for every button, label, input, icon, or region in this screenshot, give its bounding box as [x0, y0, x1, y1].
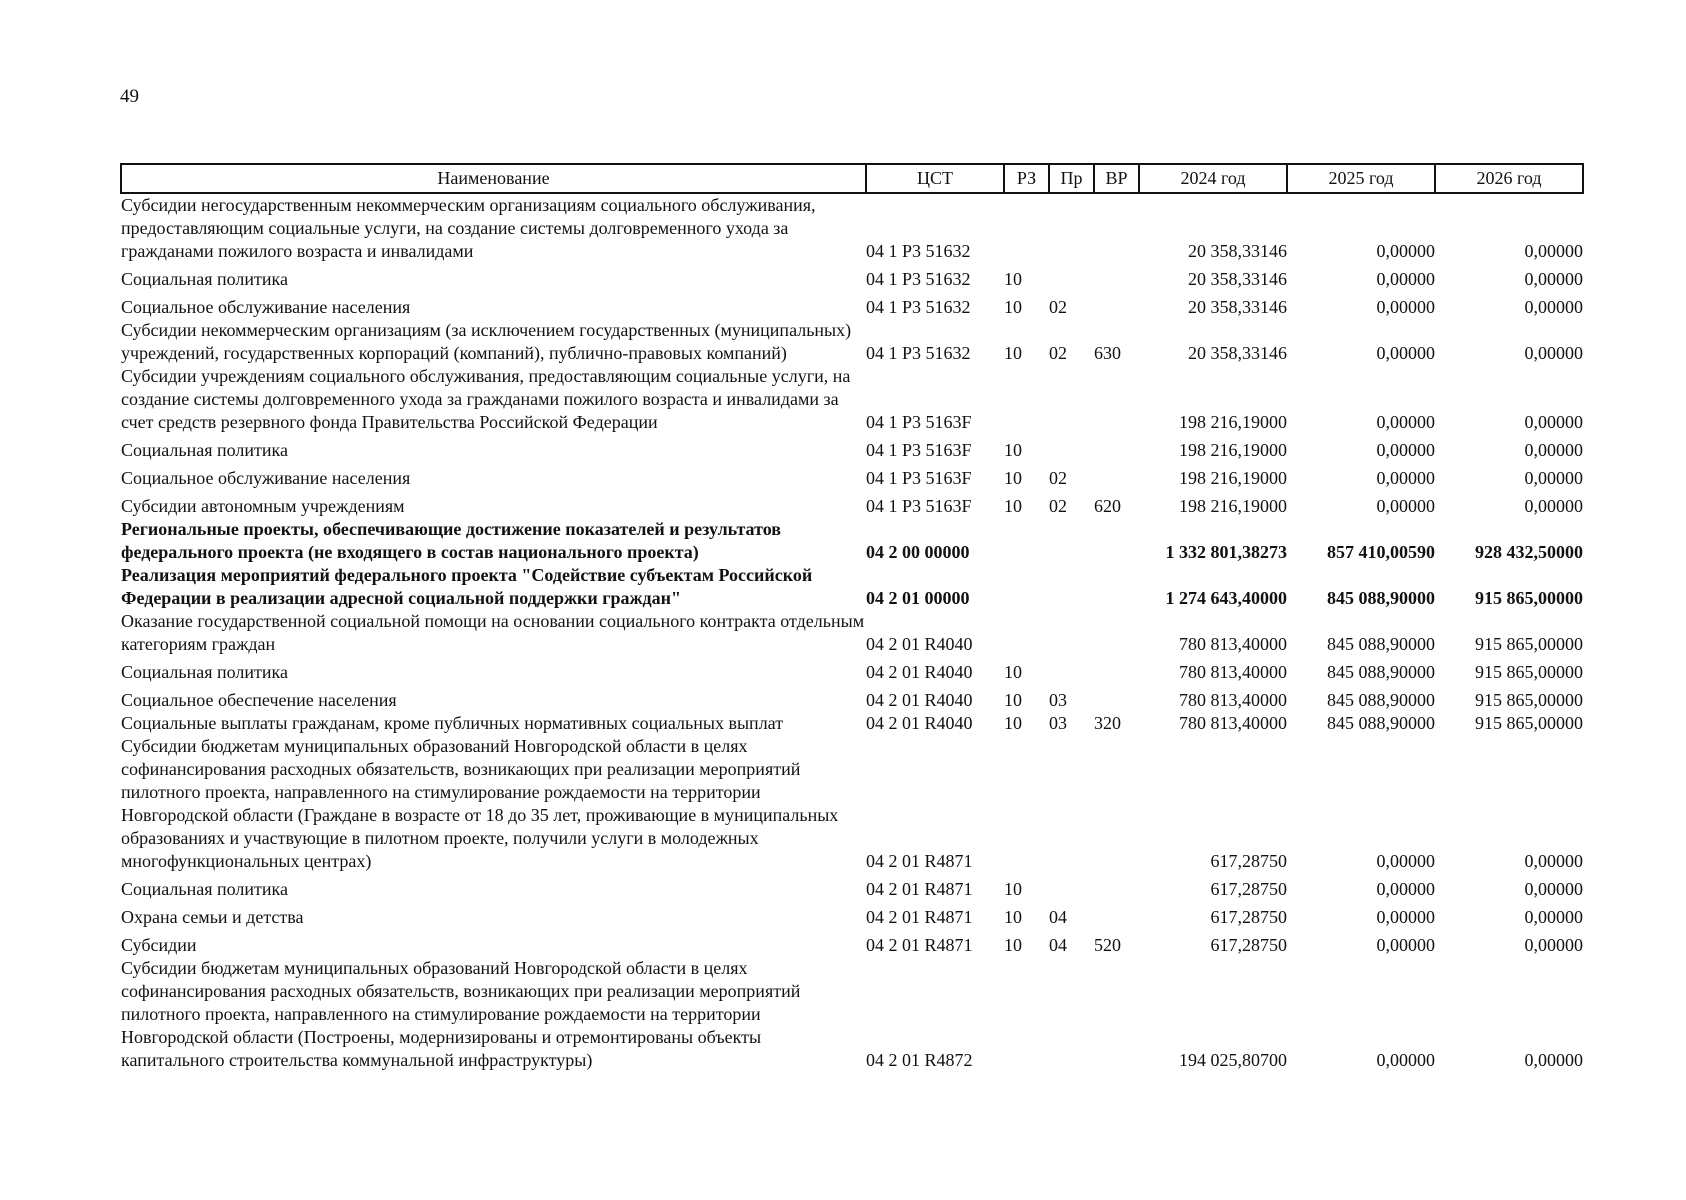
row-name: Социальная политика [121, 440, 288, 460]
row-2026: 0,00000 [1524, 468, 1583, 488]
table-row [121, 365, 1583, 434]
row-name: Социальная политика [121, 269, 288, 289]
table-row [121, 656, 1583, 684]
row-2025: 0,00000 [1376, 468, 1435, 488]
row-2026: 0,00000 [1524, 1050, 1583, 1070]
row-pr: 02 [1049, 496, 1067, 516]
row-code: 04 1 Р3 51632 [866, 343, 971, 363]
row-name: Оказание государственной социальной помощи на основании социального контракта отдельным категориям граждан [121, 611, 865, 654]
row-rz: 10 [1004, 907, 1022, 927]
row-2025: 0,00000 [1376, 412, 1435, 432]
row-rz: 10 [1004, 269, 1022, 289]
row-code: 04 2 01 R4871 [866, 851, 973, 871]
row-2026: 915 865,00000 [1475, 588, 1583, 608]
row-pr: 03 [1049, 690, 1067, 710]
row-2024: 198 216,19000 [1179, 412, 1287, 432]
row-code: 04 1 Р3 5163F [866, 496, 972, 516]
row-code: 04 2 01 R4040 [866, 713, 973, 733]
row-2024: 20 358,33146 [1188, 269, 1287, 289]
row-name: Субсидии бюджетам муниципальных образований Новгородской области в целях софинансирования расходных обязательств, возникающих при реализации мероприятий пилотного проекта, направленного на стимулирование рождаемости на территории Новгородской области (Граждане в возрасте от 18 до 35 лет, проживающие в муниципальных образованиях и участвующие в пилотном проекте, получили услуги в молодежных многофункциональных центрах) [121, 736, 839, 871]
row-pr [1049, 873, 1094, 901]
row-2024: 780 813,40000 [1179, 713, 1287, 733]
row-vr [1094, 518, 1139, 564]
row-code: 04 2 01 00000 [866, 588, 970, 608]
row-code: 04 1 Р3 51632 [866, 269, 971, 289]
table-row [121, 490, 1583, 518]
table-row [121, 610, 1583, 656]
row-pr [1049, 656, 1094, 684]
row-pr [1049, 263, 1094, 291]
row-name: Социальная политика [121, 879, 288, 899]
row-2024: 617,28750 [1210, 935, 1287, 955]
row-rz [1004, 610, 1049, 656]
row-2026: 0,00000 [1524, 412, 1583, 432]
row-2024: 20 358,33146 [1188, 241, 1287, 261]
row-vr [1094, 873, 1139, 901]
row-name: Социальная политика [121, 662, 288, 682]
row-code: 04 2 01 R4040 [866, 634, 973, 654]
row-2024: 194 025,80700 [1179, 1050, 1287, 1070]
row-2024: 20 358,33146 [1188, 343, 1287, 363]
row-2025: 0,00000 [1376, 879, 1435, 899]
row-vr [1094, 434, 1139, 462]
header-2026: 2026 год [1435, 164, 1583, 193]
row-2026: 915 865,00000 [1475, 662, 1583, 682]
row-2025: 0,00000 [1376, 1050, 1435, 1070]
row-2025: 845 088,90000 [1327, 634, 1435, 654]
row-code: 04 1 Р3 5163F [866, 412, 972, 432]
row-rz [1004, 564, 1049, 610]
row-vr [1094, 564, 1139, 610]
row-pr [1049, 564, 1094, 610]
row-vr: 620 [1094, 496, 1121, 516]
row-name: Социальное обслуживание населения [121, 297, 411, 317]
row-vr [1094, 901, 1139, 929]
table-row [121, 873, 1583, 901]
header-2024: 2024 год [1139, 164, 1287, 193]
row-vr [1094, 957, 1139, 1072]
row-2025: 0,00000 [1376, 935, 1435, 955]
row-2025: 857 410,00590 [1327, 542, 1435, 562]
row-2026: 928 432,50000 [1475, 542, 1583, 562]
table-row [121, 291, 1583, 319]
row-code: 04 1 Р3 51632 [866, 297, 971, 317]
header-pr: Пр [1049, 164, 1094, 193]
table-row [121, 263, 1583, 291]
row-vr [1094, 684, 1139, 712]
row-2026: 0,00000 [1524, 269, 1583, 289]
row-vr: 630 [1094, 343, 1121, 363]
row-name: Реализация мероприятий федерального проекта "Содействие субъектам Российской Федерации в реализации адресной социальной поддержки граждан" [121, 565, 813, 608]
row-code: 04 2 00 00000 [866, 542, 970, 562]
row-vr: 520 [1094, 935, 1121, 955]
header-rz: РЗ [1004, 164, 1049, 193]
row-2026: 0,00000 [1524, 343, 1583, 363]
row-rz: 10 [1004, 496, 1022, 516]
row-name: Охрана семьи и детства [121, 907, 304, 927]
table-row [121, 564, 1583, 610]
row-2024: 780 813,40000 [1179, 690, 1287, 710]
row-2024: 1 274 643,40000 [1165, 588, 1287, 608]
row-vr [1094, 656, 1139, 684]
table-row [121, 518, 1583, 564]
row-2026: 0,00000 [1524, 496, 1583, 516]
header-vr: ВР [1094, 164, 1139, 193]
row-2024: 198 216,19000 [1179, 496, 1287, 516]
row-vr [1094, 610, 1139, 656]
row-rz [1004, 518, 1049, 564]
row-2026: 915 865,00000 [1475, 634, 1583, 654]
row-pr: 04 [1049, 935, 1067, 955]
row-code: 04 2 01 R4871 [866, 879, 973, 899]
row-2026: 0,00000 [1524, 851, 1583, 871]
row-vr [1094, 735, 1139, 873]
page-number: 49 [120, 86, 139, 107]
row-vr [1094, 462, 1139, 490]
table-row [121, 319, 1583, 365]
row-pr: 03 [1049, 713, 1067, 733]
row-name: Социальное обслуживание населения [121, 468, 411, 488]
row-vr [1094, 193, 1139, 263]
row-2025: 845 088,90000 [1327, 713, 1435, 733]
row-2026: 0,00000 [1524, 907, 1583, 927]
table-row [121, 901, 1583, 929]
row-2026: 0,00000 [1524, 440, 1583, 460]
row-rz: 10 [1004, 713, 1022, 733]
row-2024: 617,28750 [1210, 907, 1287, 927]
table-header-row [121, 164, 1583, 193]
row-name: Социальное обеспечение населения [121, 690, 397, 710]
row-code: 04 2 01 R4872 [866, 1050, 973, 1070]
row-rz [1004, 735, 1049, 873]
row-2024: 780 813,40000 [1179, 662, 1287, 682]
header-code: ЦСТ [866, 164, 1004, 193]
row-rz [1004, 193, 1049, 263]
row-2026: 0,00000 [1524, 241, 1583, 261]
row-code: 04 1 Р3 5163F [866, 440, 972, 460]
row-name: Социальные выплаты гражданам, кроме публичных нормативных социальных выплат [121, 713, 784, 733]
row-pr [1049, 434, 1094, 462]
row-2026: 915 865,00000 [1475, 713, 1583, 733]
row-pr [1049, 610, 1094, 656]
table-row [121, 735, 1583, 873]
table-row [121, 929, 1583, 957]
row-code: 04 2 01 R4040 [866, 690, 973, 710]
table-row [121, 957, 1583, 1072]
row-2025: 845 088,90000 [1327, 588, 1435, 608]
row-2025: 845 088,90000 [1327, 662, 1435, 682]
row-2026: 0,00000 [1524, 297, 1583, 317]
row-code: 04 1 Р3 5163F [866, 468, 972, 488]
table-body [121, 193, 1583, 1072]
row-2025: 0,00000 [1376, 907, 1435, 927]
row-2025: 0,00000 [1376, 343, 1435, 363]
row-vr [1094, 365, 1139, 434]
row-pr [1049, 735, 1094, 873]
row-2024: 20 358,33146 [1188, 297, 1287, 317]
row-2025: 845 088,90000 [1327, 690, 1435, 710]
row-pr [1049, 957, 1094, 1072]
row-name: Субсидии [121, 935, 197, 955]
row-2025: 0,00000 [1376, 297, 1435, 317]
row-2026: 915 865,00000 [1475, 690, 1583, 710]
row-2026: 0,00000 [1524, 935, 1583, 955]
row-pr [1049, 365, 1094, 434]
row-code: 04 2 01 R4871 [866, 935, 973, 955]
table-row [121, 193, 1583, 263]
row-code: 04 1 Р3 51632 [866, 241, 971, 261]
row-2026: 0,00000 [1524, 879, 1583, 899]
row-code: 04 2 01 R4871 [866, 907, 973, 927]
row-rz [1004, 365, 1049, 434]
row-2024: 617,28750 [1210, 879, 1287, 899]
row-2024: 1 332 801,38273 [1165, 542, 1287, 562]
table-row [121, 434, 1583, 462]
row-pr: 02 [1049, 468, 1067, 488]
row-name: Субсидии автономным учреждениям [121, 496, 405, 516]
row-2025: 0,00000 [1376, 440, 1435, 460]
row-rz: 10 [1004, 879, 1022, 899]
row-name: Региональные проекты, обеспечивающие достижение показателей и результатов федерального проекта (не входящего в состав национального проекта) [121, 519, 781, 562]
row-name: Субсидии некоммерческим организациям (за исключением государственных (муниципальных) учреждений, государственных корпораций (компаний), публично-правовых компаний) [121, 320, 852, 363]
table-row [121, 462, 1583, 490]
budget-table [120, 163, 1584, 1072]
row-rz: 10 [1004, 662, 1022, 682]
row-pr: 02 [1049, 297, 1067, 317]
row-pr: 02 [1049, 343, 1067, 363]
row-pr [1049, 193, 1094, 263]
row-name: Субсидии негосударственным некоммерческим организациям социального обслуживания, предоставляющим социальные услуги, на создание системы долговременного ухода за гражданами пожилого возраста и инвалидами [121, 195, 816, 261]
row-2024: 617,28750 [1210, 851, 1287, 871]
row-2024: 198 216,19000 [1179, 468, 1287, 488]
row-rz: 10 [1004, 297, 1022, 317]
row-vr: 320 [1094, 713, 1121, 733]
header-2025: 2025 год [1287, 164, 1435, 193]
row-rz: 10 [1004, 343, 1022, 363]
row-2025: 0,00000 [1376, 496, 1435, 516]
row-pr [1049, 518, 1094, 564]
row-rz [1004, 957, 1049, 1072]
row-2025: 0,00000 [1376, 241, 1435, 261]
table-row [121, 712, 1583, 735]
header-name: Наименование [121, 164, 866, 193]
row-pr: 04 [1049, 907, 1067, 927]
row-name: Субсидии учреждениям социального обслуживания, предоставляющим социальные услуги, на создание системы долговременного ухода за гражданами пожилого возраста и инвалидами за счет средств резервного фонда Правительства Российской Федерации [121, 366, 851, 432]
table-row [121, 684, 1583, 712]
row-2024: 198 216,19000 [1179, 440, 1287, 460]
row-vr [1094, 263, 1139, 291]
row-rz: 10 [1004, 690, 1022, 710]
row-rz: 10 [1004, 468, 1022, 488]
row-2025: 0,00000 [1376, 269, 1435, 289]
row-name: Субсидии бюджетам муниципальных образований Новгородской области в целях софинансирования расходных обязательств, возникающих при реализации мероприятий пилотного проекта, направленного на стимулирование рождаемости на территории Новгородской области (Построены, модернизированы и отремонтированы объекты капитального строительства коммунальной инфраструктуры) [121, 958, 801, 1070]
row-rz: 10 [1004, 440, 1022, 460]
row-code: 04 2 01 R4040 [866, 662, 973, 682]
row-2024: 780 813,40000 [1179, 634, 1287, 654]
row-2025: 0,00000 [1376, 851, 1435, 871]
row-vr [1094, 291, 1139, 319]
row-rz: 10 [1004, 935, 1022, 955]
